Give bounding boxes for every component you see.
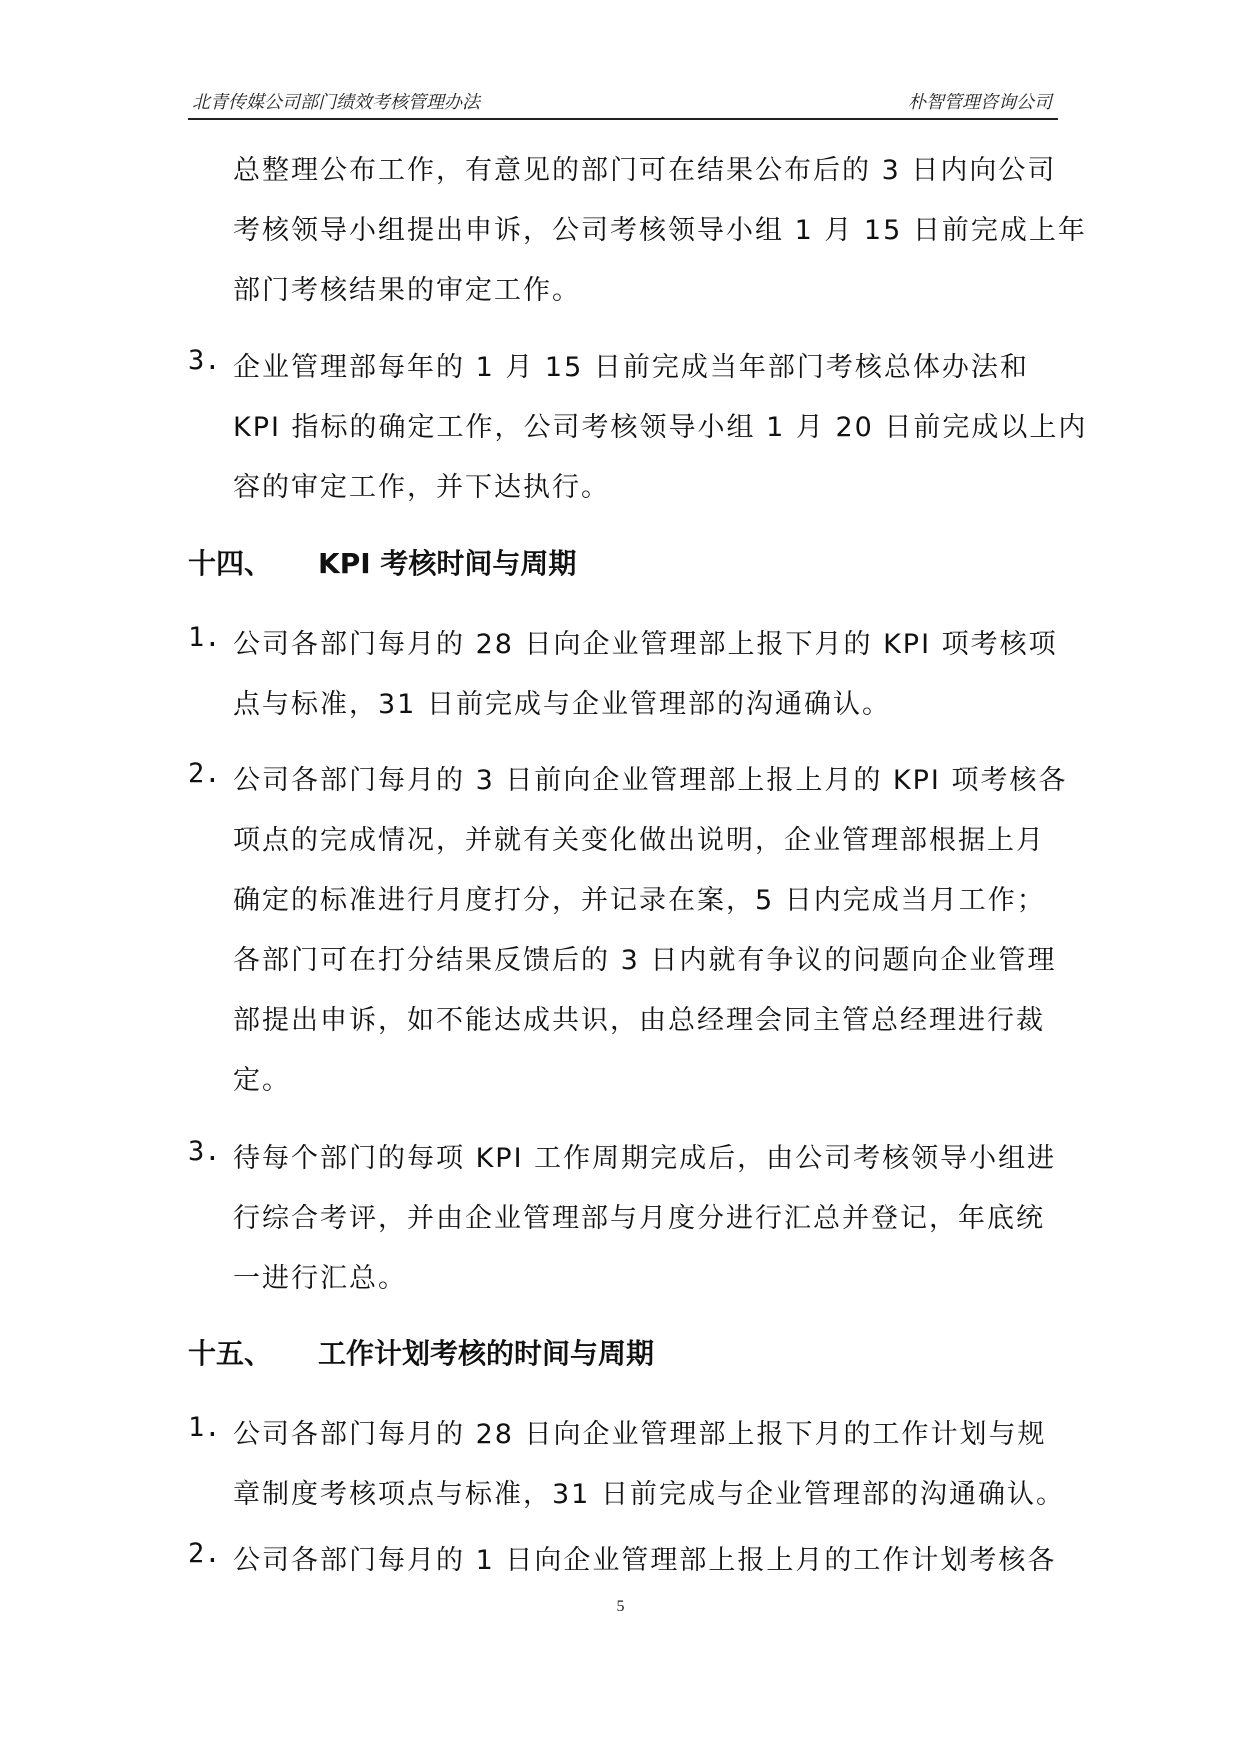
list-item-line: 企业管理部每年的 1 月 15 日前完成当年部门考核总体办法和 xyxy=(233,352,1029,383)
list-item-line: 待每个部门的每项 KPI 工作周期完成后，由公司考核领导小组进 xyxy=(233,1143,1057,1174)
list-item-line: KPI 指标的确定工作，公司考核领导小组 1 月 20 日前完成以上内 xyxy=(233,412,1088,443)
list-item-line: 项点的完成情况，并就有关变化做出说明，企业管理部根据上月 xyxy=(233,825,1045,856)
page-number: 5 xyxy=(616,1598,625,1615)
list-item-line: 章制度考核项点与标准，31 日前完成与企业管理部的沟通确认。 xyxy=(233,1479,1065,1510)
list-item-line: 点与标准，31 日前完成与企业管理部的沟通确认。 xyxy=(233,689,891,720)
section-title: 工作计划考核的时间与周期 xyxy=(318,1337,655,1370)
list-item-line: 公司各部门每月的 28 日向企业管理部上报下月的工作计划与规 xyxy=(233,1419,1047,1450)
header-company-name: 朴智管理咨询公司 xyxy=(908,92,1052,113)
list-item-line: 公司各部门每月的 3 日前向企业管理部上报上月的 KPI 项考核各 xyxy=(233,765,1068,796)
list-item-number: 3. xyxy=(188,345,221,376)
list-item-line: 公司各部门每月的 28 日向企业管理部上报下月的 KPI 项考核项 xyxy=(233,629,1058,660)
list-item-number: 2. xyxy=(188,758,221,789)
list-item-line: 容的审定工作，并下达执行。 xyxy=(233,472,610,503)
paragraph-line: 考核领导小组提出申诉，公司考核领导小组 1 月 15 日前完成上年 xyxy=(233,215,1087,246)
section-title: KPI 考核时间与周期 xyxy=(318,547,577,580)
list-item-line: 部提出申诉，如不能达成共识，由总经理会同主管总经理进行裁 xyxy=(233,1005,1045,1036)
paragraph-line: 总整理公布工作，有意见的部门可在结果公布后的 3 日内向公司 xyxy=(233,155,1057,186)
list-item-number: 3. xyxy=(188,1136,221,1167)
page-header xyxy=(188,84,1058,120)
list-item-line: 确定的标准进行月度打分，并记录在案，5 日内完成当月工作； xyxy=(233,885,1046,916)
header-document-title: 北青传媒公司部门绩效考核管理办法 xyxy=(192,92,480,113)
paragraph-line: 部门考核结果的审定工作。 xyxy=(233,275,581,306)
list-item-number: 2. xyxy=(188,1538,221,1569)
list-item-line: 公司各部门每月的 1 日向企业管理部上报上月的工作计划考核各 xyxy=(233,1545,1057,1576)
list-item-line: 行综合考评，并由企业管理部与月度分进行汇总并登记，年底统 xyxy=(233,1203,1045,1234)
list-item-line: 一进行汇总。 xyxy=(233,1263,407,1294)
list-item-line: 各部门可在打分结果反馈后的 3 日内就有争议的问题向企业管理 xyxy=(233,945,1057,976)
section-number: 十五、 xyxy=(188,1337,273,1370)
list-item-number: 1. xyxy=(188,1412,221,1443)
list-item-number: 1. xyxy=(188,622,221,653)
list-item-line: 定。 xyxy=(233,1065,291,1096)
section-number: 十四、 xyxy=(188,547,273,580)
